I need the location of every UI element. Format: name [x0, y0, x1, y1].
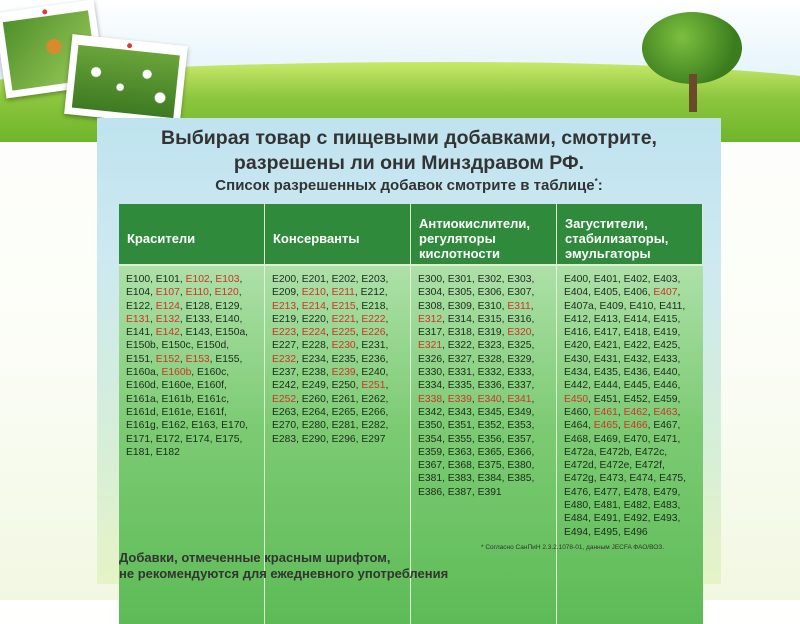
additive-code: E442 [564, 380, 589, 392]
additive-code: E100 [126, 274, 151, 285]
additive-code: E412 [564, 313, 589, 325]
additive-code: E327 [447, 353, 472, 365]
additive-code: E339 [447, 393, 472, 405]
header-thickeners: Загустители, стабилизаторы, эмульгаторы [557, 204, 703, 266]
additive-code: E310 [477, 300, 502, 312]
additive-code: E464 [564, 420, 589, 432]
additive-code: E161c [197, 393, 227, 405]
additive-code: E432 [623, 353, 648, 365]
additive-code: E477 [593, 486, 618, 498]
additive-code: E306 [477, 287, 502, 299]
additive-code: E411 [659, 300, 683, 312]
additive-code: E150a [215, 327, 246, 339]
tree-illustration [637, 12, 747, 112]
additive-code: E103 [215, 274, 240, 285]
slide-subtitle: Список разрешенных добавок смотрите в таблице*: [215, 177, 603, 194]
additive-code: E359 [418, 446, 443, 458]
additive-code: E450 [564, 393, 589, 405]
additive-code: E481 [593, 500, 618, 512]
additive-code: E120 [214, 287, 239, 299]
additive-code: E433 [653, 353, 678, 365]
additive-code: E380 [507, 460, 532, 472]
additive-code: E435 [593, 367, 618, 379]
additive-code: E282 [361, 420, 386, 432]
additive-code: E182 [155, 446, 180, 458]
additive-code: E239 [331, 367, 356, 379]
additive-code: E213 [272, 300, 297, 312]
additive-code: E430 [564, 353, 589, 365]
additive-code: E469 [593, 433, 618, 445]
additive-code: E250 [331, 380, 356, 392]
additive-code: E225 [331, 327, 356, 339]
additive-code: E417 [593, 327, 618, 339]
additive-code: E491 [593, 513, 618, 525]
additive-code: E227 [272, 340, 297, 352]
additive-code: E219 [272, 313, 297, 325]
additive-code: E141 [126, 327, 151, 339]
additive-code: E301 [447, 274, 472, 285]
additive-code: E309 [447, 300, 472, 312]
additive-code: E352 [477, 420, 502, 432]
additive-code: E300 [418, 274, 443, 285]
additive-code: E342 [418, 406, 443, 418]
additive-code: E322 [447, 340, 472, 352]
additive-code: E140 [215, 313, 240, 325]
additive-code: E122 [126, 300, 151, 312]
additive-code: E281 [331, 420, 356, 432]
additive-code: E479 [653, 486, 678, 498]
additive-code: E218 [361, 300, 386, 312]
additive-code: E482 [623, 500, 648, 512]
additive-code: E261 [331, 393, 356, 405]
additive-code: E325 [507, 340, 532, 352]
additive-code: E470 [623, 433, 648, 445]
additive-code: E150c [161, 340, 191, 352]
additive-code: E162 [161, 420, 186, 432]
additive-code: E413 [593, 313, 618, 325]
additive-code: E161b [161, 393, 192, 405]
additive-code: E356 [477, 433, 502, 445]
additive-code: E211 [331, 287, 355, 299]
additive-code: E341 [507, 393, 532, 405]
additive-code: E101 [155, 274, 180, 285]
additive-code: E304 [418, 287, 443, 299]
additive-code: E473 [599, 473, 624, 485]
additive-code: E483 [653, 500, 678, 512]
column-preservatives: E200, E201, E202, E203, E209, E210, E211, E212, E213, E214, E215, E218, E219, E220, E221, E222, E223, E224, E225, E226, E227, E228, E230, E231, E232, E234, E235, E236, E237, E238, E239, E240, E242, E249, E250, E251, E252, E260, E261, E262, E263, E264, E265, E266, E270, E280, E281, E282, E283, E290, E296, E297 [265, 266, 411, 624]
pin-icon [127, 43, 132, 48]
additive-code: E440 [653, 367, 678, 379]
additive-code: E252 [272, 393, 297, 405]
additive-code: E340 [477, 393, 502, 405]
additive-code: E160d [126, 380, 156, 392]
additive-code: E107 [155, 287, 180, 299]
additive-code: E201 [301, 274, 326, 285]
additive-code: E175 [215, 433, 240, 445]
additive-code: E131 [126, 313, 151, 325]
additive-code: E160c [197, 367, 227, 379]
additive-code: E478 [623, 486, 648, 498]
additive-code: E320 [507, 327, 532, 339]
additive-code: E386 [418, 486, 443, 498]
additive-code: E375 [477, 460, 502, 472]
additive-code: E410 [629, 300, 654, 312]
additive-code: E231 [361, 340, 386, 352]
additive-code: E174 [185, 433, 210, 445]
additive-code: E494 [564, 526, 589, 538]
additive-code: E445 [623, 380, 648, 392]
additive-code: E203 [361, 274, 386, 285]
additive-code: E407a [564, 300, 594, 312]
additive-code: E475 [659, 473, 684, 485]
additive-code: E466 [623, 420, 648, 432]
additive-code: E400 [564, 274, 589, 285]
bottom-note: Добавки, отмеченные красным шрифтом, не рекомендуются для ежедневного употребления [119, 550, 449, 581]
additive-code: E332 [477, 367, 502, 379]
additive-code: E314 [447, 313, 472, 325]
additive-code: E209 [272, 287, 297, 299]
additive-code: E251 [361, 380, 386, 392]
additive-code: E472b [599, 446, 630, 458]
additive-code: E230 [331, 340, 356, 352]
additive-code: E476 [564, 486, 589, 498]
additive-code: E161e [161, 406, 192, 418]
additive-code: E283 [272, 433, 297, 445]
additive-code: E406 [623, 287, 648, 299]
additive-code: E459 [653, 393, 678, 405]
additive-code: E472c [635, 446, 665, 458]
additive-code: E334 [418, 380, 443, 392]
additive-code: E419 [653, 327, 678, 339]
additive-code: E263 [272, 406, 297, 418]
additive-code: E315 [477, 313, 502, 325]
additive-code: E420 [564, 340, 589, 352]
additive-code: E422 [623, 340, 648, 352]
additive-code: E431 [593, 353, 618, 365]
additive-code: E353 [507, 420, 532, 432]
additive-code: E214 [301, 300, 326, 312]
additive-code: E160b [161, 367, 192, 379]
additive-code: E290 [301, 433, 326, 445]
additive-code: E212 [360, 287, 385, 299]
additive-code: E160f [197, 380, 224, 392]
additive-code: E150b [126, 340, 156, 352]
additive-code: E155 [215, 353, 240, 365]
additive-code: E307 [507, 287, 532, 299]
additive-code: E104 [126, 287, 151, 299]
additive-code: E329 [507, 353, 532, 365]
additive-code: E210 [301, 287, 326, 299]
additive-code: E228 [301, 340, 326, 352]
additive-code: E337 [507, 380, 532, 392]
additive-code: E367 [418, 460, 443, 472]
additive-code: E416 [564, 327, 589, 339]
additive-code: E303 [507, 274, 532, 285]
additive-code: E161g [126, 420, 156, 432]
additive-code: E331 [447, 367, 472, 379]
additive-code: E463 [653, 406, 678, 418]
additive-code: E129 [215, 300, 240, 312]
additive-code: E444 [593, 380, 618, 392]
additive-code: E350 [418, 420, 443, 432]
additive-code: E402 [623, 274, 648, 285]
additive-code: E318 [447, 327, 472, 339]
additive-code: E222 [361, 313, 386, 325]
additive-code: E266 [361, 406, 386, 418]
additive-code: E480 [564, 500, 589, 512]
additive-code: E260 [301, 393, 326, 405]
additive-code: E468 [564, 433, 589, 445]
additive-code: E418 [623, 327, 648, 339]
additive-code: E335 [447, 380, 472, 392]
header-colorants: Красители [119, 204, 265, 266]
additive-code: E249 [301, 380, 326, 392]
additive-code: E326 [418, 353, 443, 365]
additive-code: E262 [361, 393, 386, 405]
additive-code: E472e [599, 460, 630, 472]
additive-code: E338 [418, 393, 443, 405]
additive-code: E302 [477, 274, 502, 285]
additive-code: E321 [418, 340, 443, 352]
column-thickeners: E400, E401, E402, E403, E404, E405, E406, E407, E407a, E409, E410, E411, E412, E413, E414, E415, E416, E417, E418, E419, E420, E421, E422, E425, E430, E431, E432, E433, E434, E435, E436, E440, E442, E444, E445, E446, E450, E451, E452, E459, E460, E461, E462, E463, E464, E465, E466, E467, E468, E469, E470, E471, E472a, E472b, E472c, E472d, E472e, E472f, E472g, E473, E474, E475, E476, E477, E478, E479, E480, E481, E482, E483, E484, E491, E492, E493, E494, E495, E496 [557, 266, 703, 624]
additive-code: E460 [564, 406, 589, 418]
additive-code: E319 [477, 327, 502, 339]
additive-code: E328 [477, 353, 502, 365]
additive-code: E409 [599, 300, 624, 312]
additive-code: E316 [507, 313, 532, 325]
footnote: * Согласно СанПиН 2.3.2.1078-01, данным JECFA ФАО/ВОЗ. [481, 544, 665, 551]
additive-code: E472a [564, 446, 594, 458]
additive-code: E312 [418, 313, 443, 325]
additive-code: E170 [221, 420, 246, 432]
additive-code: E330 [418, 367, 443, 379]
additive-code: E224 [301, 327, 326, 339]
additive-code: E492 [623, 513, 648, 525]
additive-code: E220 [301, 313, 326, 325]
additive-code: E452 [623, 393, 648, 405]
additive-code: E495 [593, 526, 618, 538]
additive-code: E472d [564, 460, 594, 472]
additive-code: E296 [331, 433, 356, 445]
additive-code: E421 [593, 340, 618, 352]
additive-code: E385 [507, 473, 532, 485]
additive-code: E308 [418, 300, 443, 312]
additive-code: E365 [477, 446, 502, 458]
additive-code: E237 [272, 367, 297, 379]
additive-code: E161d [126, 406, 156, 418]
column-antioxidants: E300, E301, E302, E303, E304, E305, E306, E307, E308, E309, E310, E311, E312, E314, E315, E316, E317, E318, E319, E320, E321, E322, E323, E325, E326, E327, E328, E329, E330, E331, E332, E333, E334, E335, E336, E337, E338, E339, E340, E341, E342, E343, E345, E349, E350, E351, E352, E353, E354, E355, E356, E357, E359, E363, E365, E366, E367, E368, E375, E380, E381, E383, E384, E385, E386, E387, E391 [411, 266, 557, 624]
additive-code: E280 [301, 420, 326, 432]
slide-title: Выбирая товар с пищевыми добавками, смотрите, разрешены ли они Минздравом РФ. [161, 127, 657, 174]
additive-code: E407 [653, 287, 678, 299]
additive-code: E403 [653, 274, 678, 285]
additive-code: E357 [507, 433, 532, 445]
additive-code: E264 [301, 406, 326, 418]
additive-code: E381 [418, 473, 443, 485]
additive-code: E152 [155, 353, 180, 365]
additive-code: E493 [653, 513, 678, 525]
additive-code: E387 [447, 486, 472, 498]
additive-code: E160e [161, 380, 192, 392]
additive-code: E465 [593, 420, 618, 432]
additive-code: E404 [564, 287, 589, 299]
additive-code: E446 [653, 380, 678, 392]
additive-code: E351 [447, 420, 472, 432]
additive-code: E160a [126, 367, 156, 379]
additive-code: E221 [331, 313, 356, 325]
additive-code: E163 [191, 420, 216, 432]
additive-code: E172 [155, 433, 180, 445]
additive-code: E151 [126, 353, 151, 365]
additive-code: E133 [185, 313, 210, 325]
additive-code: E150d [196, 340, 227, 352]
header-preservatives: Консерванты [265, 204, 411, 266]
additive-code: E297 [361, 433, 386, 445]
additive-code: E234 [301, 353, 326, 365]
additive-code: E143 [185, 327, 210, 339]
additive-code: E363 [447, 446, 472, 458]
additive-code: E265 [331, 406, 356, 418]
column-colorants: E100, E101, E102, E103, E104, E107, E110, E120, E122, E124, E128, E129, E131, E132, E133, E140, E141, E142, E143, E150a, E150b, E150c, E150d, E151, E152, E153, E155, E160a, E160b, E160c, E160d, E160e, E160f, E161a, E161b, E161c, E161d, E161e, E161f, E161g, E162, E163, E170, E171, E172, E174, E175, E181, E182 [119, 266, 265, 624]
additive-code: E311 [507, 300, 531, 312]
additive-code: E425 [653, 340, 678, 352]
additive-code: E405 [593, 287, 618, 299]
additive-code: E238 [301, 367, 326, 379]
additive-code: E161a [126, 393, 156, 405]
additive-code: E202 [331, 274, 356, 285]
additive-code: E349 [507, 406, 532, 418]
additive-code: E317 [418, 327, 443, 339]
additive-code: E451 [593, 393, 618, 405]
additive-code: E415 [653, 313, 678, 325]
additive-code: E240 [361, 367, 386, 379]
additive-code: E232 [272, 353, 297, 365]
additive-code: E128 [185, 300, 210, 312]
additive-code: E414 [623, 313, 648, 325]
additive-code: E142 [155, 327, 180, 339]
additive-code: E436 [623, 367, 648, 379]
header-antioxidants: Антиокислители, регуляторы кислотности [411, 204, 557, 266]
additive-code: E270 [272, 420, 297, 432]
additive-code: E343 [447, 406, 472, 418]
additive-code: E235 [331, 353, 356, 365]
additive-code: E124 [155, 300, 180, 312]
additive-code: E132 [155, 313, 180, 325]
additive-code: E383 [447, 473, 472, 485]
additive-code: E496 [623, 526, 648, 538]
additive-code: E467 [653, 420, 678, 432]
additive-code: E226 [361, 327, 386, 339]
additive-code: E236 [361, 353, 386, 365]
additive-code: E333 [507, 367, 532, 379]
additive-code: E242 [272, 380, 297, 392]
additive-code: E336 [477, 380, 502, 392]
additive-code: E354 [418, 433, 443, 445]
additive-code: E462 [623, 406, 648, 418]
photo-daisies [64, 34, 188, 126]
additive-code: E110 [185, 287, 209, 299]
additive-code: E171 [126, 433, 151, 445]
additive-code: E401 [593, 274, 618, 285]
additive-code: E384 [477, 473, 502, 485]
additive-code: E474 [629, 473, 654, 485]
additive-code: E161f [197, 406, 224, 418]
additive-code: E181 [126, 446, 151, 458]
additive-code: E368 [447, 460, 472, 472]
additive-code: E471 [653, 433, 678, 445]
additive-code: E102 [185, 274, 210, 285]
additive-code: E366 [507, 446, 532, 458]
additive-code: E461 [593, 406, 618, 418]
additive-code: E472f [635, 460, 662, 472]
content-panel [97, 118, 721, 584]
additive-code: E391 [477, 486, 502, 498]
additive-code: E434 [564, 367, 589, 379]
additive-code: E345 [477, 406, 502, 418]
pin-icon [42, 9, 48, 15]
additive-code: E215 [331, 300, 356, 312]
additive-code: E484 [564, 513, 589, 525]
additive-code: E323 [477, 340, 502, 352]
additive-code: E200 [272, 274, 297, 285]
additive-code: E153 [185, 353, 210, 365]
additive-code: E305 [447, 287, 472, 299]
additive-code: E472g [564, 473, 594, 485]
additive-code: E355 [447, 433, 472, 445]
additive-code: E223 [272, 327, 297, 339]
